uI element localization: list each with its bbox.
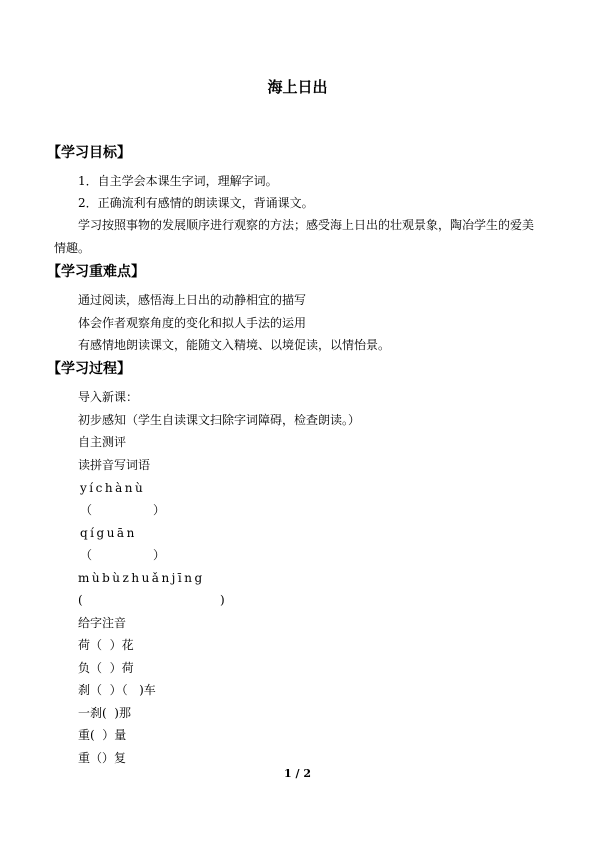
pinyin-line: yíchànù — [80, 481, 146, 495]
process-line: 导入新课： — [78, 390, 139, 404]
answer-blank: （ ） — [80, 548, 166, 562]
pinyin-line: mùbùzhuǎnjīng — [78, 571, 205, 585]
pronunciation-item: 重( ）量 — [78, 728, 127, 742]
answer-blank: （ ） — [80, 503, 166, 517]
goal-line: 1．自主学会本课生字词，理解字词。 — [78, 174, 278, 188]
section-heading-process: 【学习过程】 — [47, 361, 131, 377]
process-line: 读拼音写词语 — [78, 458, 151, 472]
goal-line: 情趣。 — [54, 241, 91, 255]
pronunciation-item: 荷（ ）花 — [78, 638, 134, 652]
process-line: 给字注音 — [78, 616, 127, 630]
pronunciation-item: 负（ ）荷 — [78, 661, 134, 675]
page-title: 海上日出 — [267, 78, 328, 96]
section-heading-key-points: 【学习重难点】 — [47, 264, 145, 280]
page-number: 1 / 2 — [284, 767, 311, 780]
key-point-line: 体会作者观察角度的变化和拟人手法的运用 — [78, 316, 307, 330]
goal-line: 学习按照事物的发展顺序进行观察的方法；感受海上日出的壮观景象，陶冶学生的爱美 — [78, 218, 535, 232]
answer-blank: ( ) — [78, 593, 225, 607]
key-point-line: 有感情地朗读课文，能随文入精境、以境促读，以情怡景。 — [78, 338, 391, 352]
process-line: 初步感知（学生自读课文扫除字词障碍，检查朗读。） — [78, 413, 361, 427]
goal-line: 2．正确流利有感情的朗读课文，背诵课文。 — [78, 196, 314, 210]
section-heading-goals: 【学习目标】 — [47, 145, 131, 161]
pronunciation-item: 重（）复 — [78, 751, 127, 765]
pinyin-line: qíguān — [80, 526, 137, 540]
process-line: 自主测评 — [78, 435, 127, 449]
pronunciation-item: 刹（ ）（ )车 — [78, 683, 156, 697]
key-point-line: 通过阅读，感悟海上日出的动静相宜的描写 — [78, 293, 307, 307]
pronunciation-item: 一刹( )那 — [78, 706, 131, 720]
